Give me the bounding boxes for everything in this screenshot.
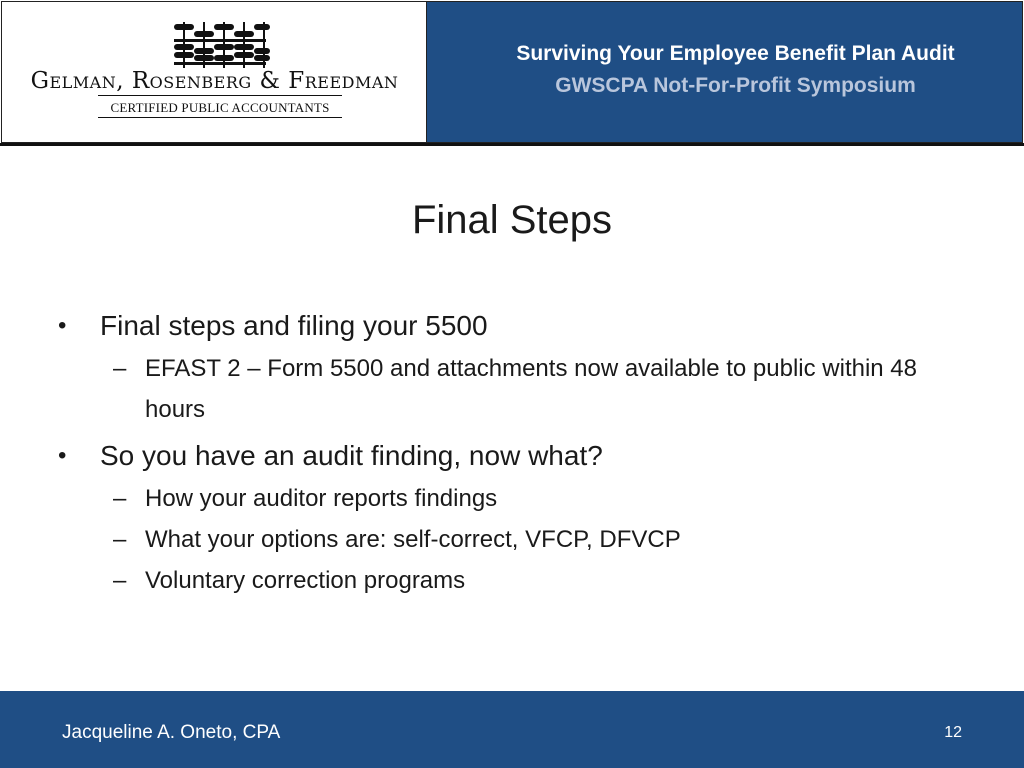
- bullet-text: Final steps and filing your 5500: [100, 310, 488, 341]
- header-banner: [426, 1, 1023, 143]
- firm-subtitle-box: [98, 95, 342, 118]
- page-number: 12: [944, 724, 962, 741]
- sub-bullet-marker: –: [113, 567, 127, 594]
- sub-bullet-item: [56, 348, 965, 430]
- sub-bullet-marker: –: [113, 355, 127, 382]
- slide-footer: [0, 691, 1024, 768]
- firm-logo: [1, 1, 426, 143]
- slide-header: [0, 0, 1024, 146]
- firm-subtitle: CERTIFIED PUBLIC ACCOUNTANTS: [110, 100, 330, 115]
- sub-bullet-item: [56, 519, 956, 560]
- sub-bullet-text: EFAST 2 – Form 5500 and attachments now available to public within 48 hours: [145, 355, 917, 423]
- sub-bullet-marker: –: [113, 526, 127, 553]
- sub-bullet-marker: –: [113, 485, 127, 512]
- bullet-list: [56, 306, 956, 601]
- banner-title: Surviving Your Employee Benefit Plan Audit: [516, 42, 955, 65]
- bullet-item: [56, 436, 956, 476]
- bullet-marker: •: [58, 442, 67, 469]
- firm-name: Gelman, Rosenberg & Freedman: [30, 68, 399, 94]
- slide-title: Final Steps: [411, 198, 613, 242]
- sub-bullet-item: [56, 478, 956, 519]
- header-divider: [0, 143, 1024, 146]
- banner-subtitle: GWSCPA Not-For-Profit Symposium: [555, 74, 916, 97]
- abacus-logo-icon: [168, 22, 272, 68]
- sub-bullet-text: Voluntary correction programs: [145, 567, 466, 594]
- sub-bullet-text: What your options are: self-correct, VFCP, DFVCP: [145, 526, 681, 553]
- presenter-name: Jacqueline A. Oneto, CPA: [62, 722, 281, 743]
- bullet-text: So you have an audit finding, now what?: [100, 440, 603, 471]
- bullet-item: [56, 306, 956, 346]
- sub-bullet-text: How your auditor reports findings: [145, 485, 498, 512]
- sub-bullet-item: [56, 560, 956, 601]
- bullet-marker: •: [58, 312, 67, 339]
